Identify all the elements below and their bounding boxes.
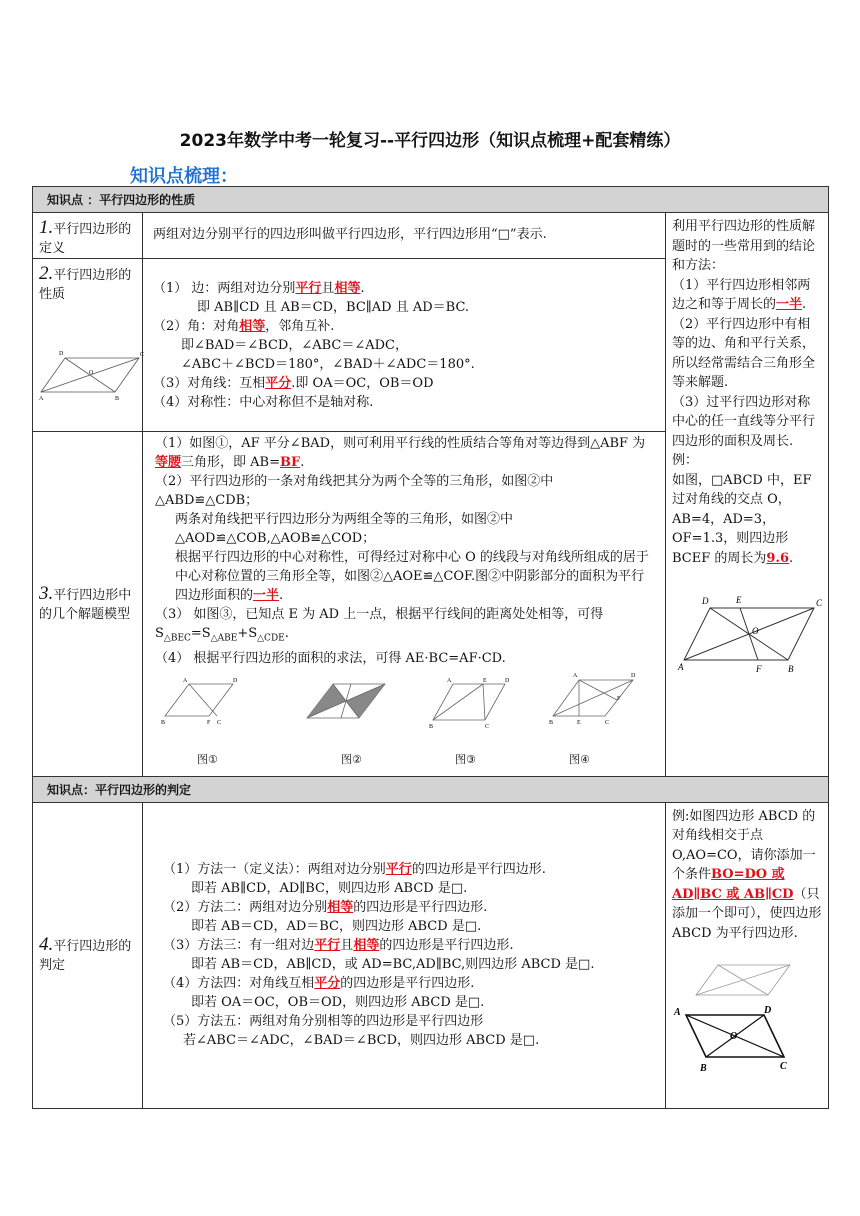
svg-text:D: D (233, 677, 238, 684)
svg-text:A: A (678, 662, 684, 672)
criteria-small-figure (672, 959, 822, 1003)
figure-1 (159, 674, 249, 734)
figure-3 (425, 674, 515, 734)
svg-text:F: F (756, 664, 762, 674)
side-note-properties: 利用平行四边形的性质解题时的一些常用到的结论和方法： （1）平行四边形相邻两边之和等于周长的一半. （2）平行四边形中有相等的边、角和平行关系，所以经常需结合三角形全等来解题. （3）过平行四边形对称中心的任一直线等分平行四边形的面积及周长. 例： 如图，□ABCD 中，EF 过对角线的交点 O，AB=4，AD=3，OF=1.3，则四边形 BCEF 的周长为9.6. A D E C O F B (666, 213, 829, 777)
models-text: （1）如图①，AF 平分∠BAD，则可利用平行线的性质结合等角对等边得到△ABF 为等腰三角形，即 AB=BF. （2）平行四边形的一条对角线把其分为两个全等的三角形，如图②中△ABD≌△CDB； 两条对角线把平行四边形分为两组全等的三角形，如图②中△AOD≌△COB,△AOB≌△COD； 根据平行四边形的中心对称性，可得经过对称中心 O 的线段与对角线所组成的居于中心对称位置的三角形全等，如图②△AOE≌△COF.图②中阴影部分的面积为平行四边形面积的一半. （3） 如图③，已知点 E 为 AD 上一点，根据平行线间的距离处处相等，可得 $S_{\triangle BEC}=S_{\triangle ABE}+S_{\triangle CDE}$. （4） 根据平行四边形的面积的求法，可得 AE·BC=AF·CD. A D B F C A E D B C A D F B E C 图① 图② 图③ 图④ (143, 432, 666, 777)
svg-text:B: B (549, 719, 554, 726)
criteria-parallelogram-figure (672, 1005, 822, 1075)
knowledge-table (32, 186, 829, 1109)
svg-text:C: C (140, 352, 145, 358)
svg-text:F: F (617, 695, 621, 702)
svg-text:A: A (39, 396, 44, 402)
example-parallelogram-figure (672, 588, 822, 678)
criteria-text: （1）方法一（定义法）：两组对边分别平行的四边形是平行四边形. 即若 AB∥CD，AD∥BC，则四边形 ABCD 是□. （2）方法二：两组对边分别相等的四边形是平行四边形. 即若 AB＝CD，AD＝BC，则四边形 ABCD 是□. （3）方法三：有一组对边平行且相等的四边形是平行四边形. 即若 AB＝CD，AB∥CD，或 AD=BC,AD∥BC,则四边形 ABCD 是□. （4）方法四：对角线互相平分的四边形是平行四边形. 即若 OA＝OC，OB＝OD，则四边形 ABCD 是□. （5）方法五：两组对角分别相等的四边形是平行四边形 若∠ABC＝∠ADC，∠BAD＝∠BCD，则四边形 ABCD 是□. (143, 802, 666, 1108)
figure-4 (547, 666, 647, 736)
figure-3-caption: 图③ (455, 752, 476, 766)
figure-2-caption: 图② (341, 752, 362, 766)
section-header-criteria: 知识点：平行四边形的判定 (33, 776, 829, 802)
row-label-definition: 1.平行四边形的定义 (33, 213, 143, 259)
svg-text:C: C (605, 719, 610, 726)
svg-text:C: C (217, 719, 222, 726)
figure-2 (301, 674, 391, 734)
section-subtitle: 知识点梳理： (130, 166, 238, 187)
model-figures-strip (155, 674, 655, 770)
svg-text:C: C (485, 723, 490, 730)
svg-text:C: C (780, 1061, 787, 1073)
figure-4-caption: 图④ (569, 752, 590, 766)
svg-text:E: E (736, 595, 742, 605)
row-label-properties: 2.平行四边形的性质 D O A B C (33, 259, 143, 432)
svg-text:B: B (161, 719, 166, 726)
svg-text:E: E (577, 719, 581, 726)
properties-parallelogram-figure (39, 342, 145, 402)
svg-text:D: D (631, 672, 636, 679)
row-label-criteria: 4.平行四边形的判定 (33, 802, 143, 1108)
definition-text: 两组对边分别平行的四边形叫做平行四边形，平行四边形用“□”表示. (143, 213, 666, 259)
figure-1-caption: 图① (197, 752, 218, 766)
svg-text:D: D (702, 596, 709, 606)
svg-text:A: A (674, 1007, 681, 1019)
svg-text:O: O (730, 1031, 738, 1043)
properties-text: （1） 边：两组对边分别平行且相等. 即 AB∥CD 且 AB＝CD，BC∥AD 且 AD＝BC. （2）角：对角相等，邻角互补. 即∠BAD＝∠BCD，∠ABC＝∠ADC， ∠ABC＋∠BCD＝180°，∠BAD＋∠ADC＝180°. （3）对角线：互相平分.即 OA＝OC，OB＝OD （4）对称性：中心对称但不是轴对称. (143, 259, 666, 432)
svg-text:D: D (59, 351, 64, 357)
svg-text:A: A (447, 677, 452, 684)
document-title: 2023年数学中考一轮复习--平行四边形（知识点梳理+配套精练） (179, 131, 681, 151)
svg-text:C: C (816, 598, 823, 608)
svg-text:O: O (752, 626, 759, 636)
svg-text:B: B (115, 396, 120, 402)
svg-text:A: A (183, 677, 188, 684)
section-header-properties: 知识点 ：平行四边形的性质 (33, 187, 829, 213)
svg-text:B: B (429, 723, 434, 730)
svg-text:B: B (788, 664, 794, 674)
svg-text:B: B (700, 1063, 707, 1075)
svg-text:E: E (483, 677, 487, 684)
svg-text:D: D (505, 677, 510, 684)
svg-text:O: O (89, 370, 94, 376)
svg-text:F: F (207, 719, 211, 726)
row-label-models: 3.平行四边形中的几个解题模型 (33, 432, 143, 777)
svg-text:A: A (573, 672, 578, 679)
svg-text:D: D (764, 1005, 772, 1017)
side-note-criteria: 例:如图四边形 ABCD 的对角线相交于点 O,AO=CO，请你添加一个条件BO=DO 或 AD∥BC 或 AB∥CD（只添加一个即可），使四边形 ABCD 为平行四边形. A D O B C (666, 802, 829, 1108)
